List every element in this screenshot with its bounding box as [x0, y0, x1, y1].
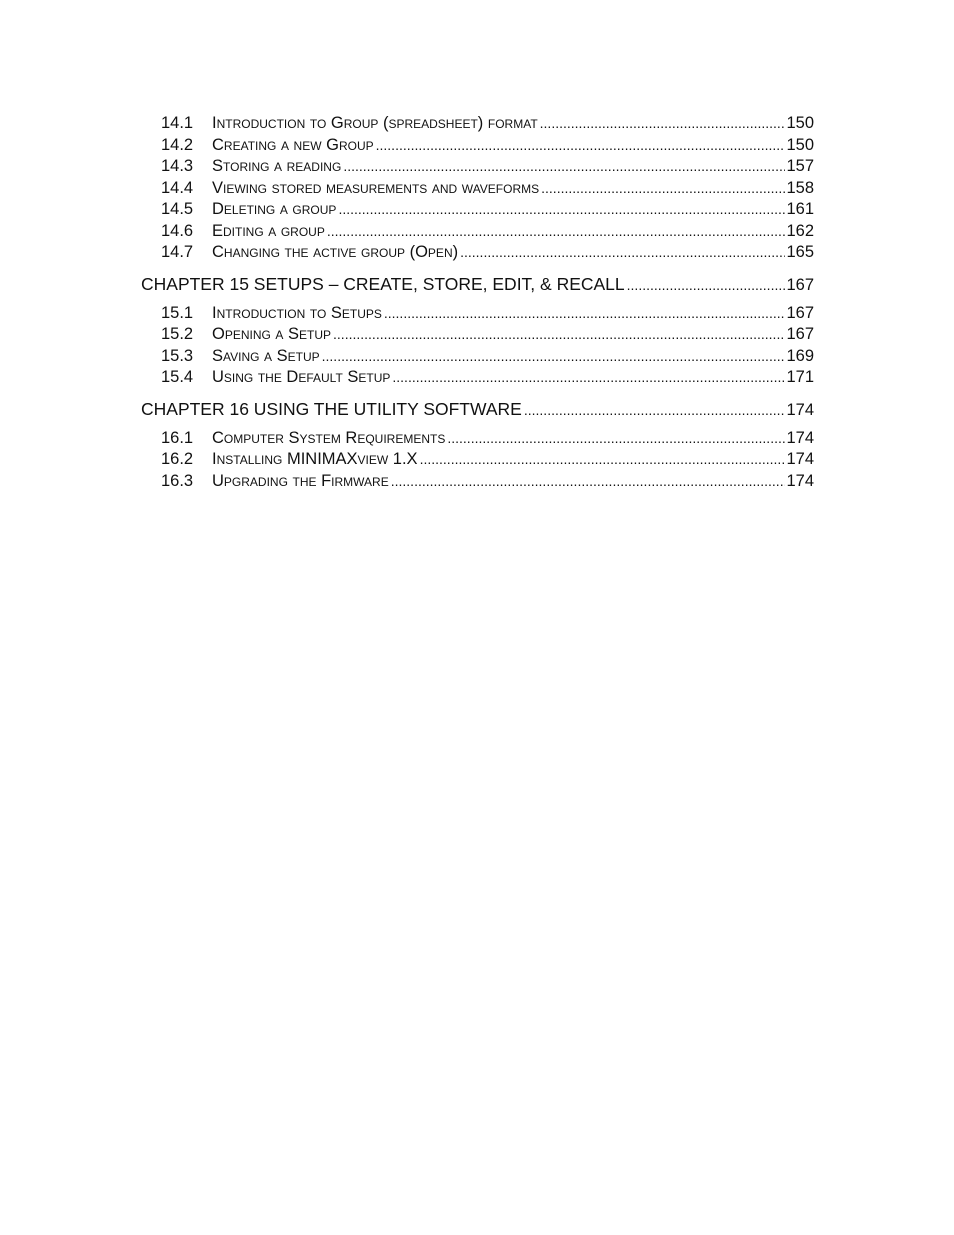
page-number: 171: [786, 368, 814, 386]
section-title: Editing a group: [212, 221, 325, 240]
section-title: Opening a Setup: [212, 325, 332, 343]
dot-leader: [391, 471, 786, 493]
page-number: 150: [786, 114, 814, 132]
toc-entry-15-4[interactable]: [141, 367, 814, 389]
section-title: Upgrading the Firmware: [212, 471, 389, 490]
section-number: 16.2: [161, 450, 194, 468]
section-title: Deleting a group: [212, 200, 337, 218]
section-number: 14.4: [161, 178, 194, 197]
dot-leader: [322, 346, 786, 368]
table-of-contents: [141, 113, 814, 492]
dot-leader: [392, 367, 785, 389]
section-number: 15.2: [161, 325, 194, 343]
dot-leader: [447, 428, 785, 450]
toc-entry-15-1[interactable]: [141, 303, 814, 325]
section-number: 14.5: [161, 200, 194, 218]
page-number: 174: [786, 450, 814, 468]
toc-entry-14-1[interactable]: [141, 113, 814, 135]
dot-leader: [376, 135, 786, 157]
section-title: Using the Default Setup: [212, 368, 391, 386]
page-number: 162: [786, 221, 814, 240]
toc-entry-14-5[interactable]: [141, 199, 814, 221]
dot-leader: [460, 242, 785, 264]
section-title: Storing a reading: [212, 157, 342, 175]
page-number: 167: [786, 325, 814, 343]
page-number: 161: [786, 200, 814, 218]
page-number: 150: [786, 135, 814, 154]
section-number: 14.2: [161, 135, 194, 154]
dot-leader: [524, 399, 786, 421]
section-number: 15.1: [161, 303, 194, 322]
dot-leader: [343, 156, 785, 178]
section-number: 16.3: [161, 471, 194, 490]
toc-entry-14-3[interactable]: [141, 156, 814, 178]
toc-chapter-16[interactable]: [141, 398, 814, 420]
dot-leader: [627, 274, 786, 296]
section-number: 15.3: [161, 346, 194, 365]
page-number: 158: [786, 178, 814, 197]
chapter-title: CHAPTER 15 SETUPS – CREATE, STORE, EDIT, & RECALL: [141, 273, 625, 294]
section-number: 14.1: [161, 114, 194, 132]
dot-leader: [333, 324, 785, 346]
section-number: 14.7: [161, 243, 194, 261]
toc-entry-16-1[interactable]: [141, 428, 814, 450]
page-number: 157: [786, 157, 814, 175]
dot-leader: [541, 178, 785, 200]
page-number: 167: [786, 275, 814, 294]
section-number: 14.3: [161, 157, 194, 175]
toc-entry-14-7[interactable]: [141, 242, 814, 264]
section-title: Saving a Setup: [212, 346, 320, 365]
section-title: Creating a new Group: [212, 135, 374, 154]
section-number: 14.6: [161, 221, 194, 240]
dot-leader: [420, 449, 786, 471]
toc-entry-14-2[interactable]: [141, 135, 814, 157]
toc-entry-14-6[interactable]: [141, 221, 814, 243]
dot-leader: [384, 303, 786, 325]
section-number: 15.4: [161, 368, 194, 386]
section-number: 16.1: [161, 428, 194, 447]
dot-leader: [338, 199, 785, 221]
section-title: Introduction to Group (spreadsheet) format: [212, 114, 538, 132]
toc-entry-16-3[interactable]: [141, 471, 814, 493]
section-title: Computer System Requirements: [212, 428, 446, 447]
section-title: Viewing stored measurements and waveforms: [212, 178, 540, 197]
section-title: Changing the active group (Open): [212, 243, 459, 261]
toc-entry-15-3[interactable]: [141, 346, 814, 368]
chapter-title: CHAPTER 16 USING THE UTILITY SOFTWARE: [141, 398, 522, 419]
section-title: Installing MINIMAXview 1.X: [212, 450, 418, 468]
toc-chapter-15[interactable]: [141, 273, 814, 295]
page-number: 174: [786, 400, 814, 419]
page-number: 165: [786, 243, 814, 261]
dot-leader: [327, 221, 786, 243]
toc-entry-16-2[interactable]: [141, 449, 814, 471]
toc-entry-15-2[interactable]: [141, 324, 814, 346]
section-title: Introduction to Setups: [212, 303, 382, 322]
page-number: 174: [786, 471, 814, 490]
page-number: 167: [786, 303, 814, 322]
toc-entry-14-4[interactable]: [141, 178, 814, 200]
page-number: 174: [786, 428, 814, 447]
dot-leader: [540, 113, 786, 135]
page-number: 169: [786, 346, 814, 365]
